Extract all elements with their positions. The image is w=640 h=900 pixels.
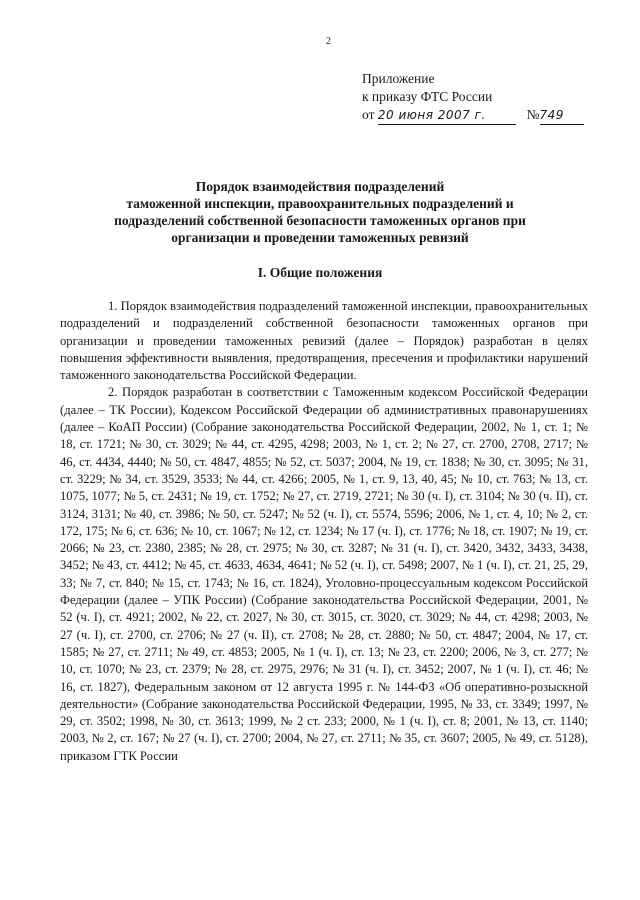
- number-prefix: №: [526, 107, 540, 122]
- paragraph-1: 1. Порядок взаимодействия подразделений таможенной инспекции, правоохранительных подразделений и подразделений собственной безопасности таможенных органов при организации и проведении таможенных ревизий (далее – Порядок) разработан в целях повышения эффективности выявления, предотвращения, пресечения и профилактики нарушений таможенного законодательства Российской Федерации.: [60, 299, 588, 383]
- appendix-order-ref: к приказу ФТС России: [362, 89, 493, 104]
- section-heading: I. Общие положения: [257, 265, 383, 280]
- date-field: [378, 106, 516, 125]
- document-body: [60, 298, 588, 765]
- page-number: 2: [326, 36, 331, 47]
- title-line-2: таможенной инспекции, правоохранительных подразделений и: [126, 196, 514, 211]
- title-line-4: организации и проведении таможенных ревизий: [171, 230, 469, 245]
- title-line-3: подразделений собственной безопасности таможенных органов при: [114, 213, 526, 228]
- appendix-block: [362, 70, 584, 125]
- number-field: [540, 106, 584, 125]
- paragraph-2: 2. Порядок разработан в соответствии с Таможенным кодексом Российской Федерации (далее – ТК России), Кодексом Российской Федерации об административных правонарушениях (далее – КоАП России) (Собрание законодательства Российской Федерации, 2002, № 1, ст. 1; № 18, ст. 1721; № 30, ст. 3029; № 44, ст. 4295, 4298; 2003, № 1, ст. 2; № 27, ст. 2700, 2708, 2717; № 46, ст. 4434, 4440; № 50, ст. 4847, 4855; № 52, ст. 5037; 2004, № 19, ст. 1838; № 30, ст. 3095; № 31, ст. 3229; № 34, ст. 3529, 3533; № 44, ст. 4266; 2005, № 1, ст. 9, 13, 40, 45; № 10, ст. 763; № 13, ст. 1075, 1077; № 5, ст. 2431; № 19, ст. 1752; № 27, ст. 2719, 2721; № 30 (ч. I), ст. 3104; № 30 (ч. II), ст. 3124, 3131; № 40, ст. 3986; № 50, ст. 5247; № 52 (ч. I), ст. 5574, 5596; 2006, № 1, ст. 4, 10; № 2, ст. 172, 175; № 6, ст. 636; № 10, ст. 1067; № 12, ст. 1234; № 17 (ч. I), ст. 1776; № 18, ст. 1907; № 19, ст. 2066; № 23, ст. 2380, 2385; № 28, ст. 2975; № 30, ст. 3287; № 31 (ч. I), ст. 3420, 3432, 3433, 3438, 3452; № 43, ст. 4412; № 45, ст. 4633, 4634, 4641; № 52 (ч. I), ст. 5498; 2007, № 1 (ч. I), ст. 21, 25, 29, 33; № 7, ст. 840; № 15, ст. 1743; № 16, ст. 1824), Уголовно-процессуальным кодексом Российской Федерации (далее – УПК России) (Собрание законодательства Российской Федерации, 2001, № 52 (ч. I), ст. 4921; 2002, № 22, ст. 2027, № 30, ст. 3015, ст. 3020, ст. 3029; № 44, ст. 4298; 2003, № 27 (ч. I), ст. 2700, ст. 2706; № 27 (ч. II), ст. 2708; № 28, ст. 2880; № 50, ст. 4847; 2004, № 17, ст. 1585; № 27, ст. 2711; № 49, ст. 4853; 2005, № 1 (ч. I), ст. 13; № 23, ст. 2200; 2006, № 3, ст. 277; № 10, ст. 1070; № 23, ст. 2379; № 28, ст. 2975, 2976; № 31 (ч. I), ст. 3452; 2007, № 1 (ч. I), ст. 46; № 16, ст. 1827), Федеральным законом от 12 августа 1995 г. № 144-ФЗ «Об оперативно-розыскной деятельности» (Собрание законодательства Российской Федерации, 1995, № 33, ст. 3349; 1997, № 29, ст. 3502; 1998, № 30, ст. 3613; 1999, № 2 ст. 233; 2000, № 1 (ч. I), ст. 8; 2001, № 13, ст. 1140; 2003, № 2, ст. 167; № 27 (ч. I), ст. 2700; 2004, № 27, ст. 2711; № 35, ст. 3607; 2005, № 49, ст. 5128), приказом ГТК России: [60, 385, 588, 763]
- document-title: [60, 178, 580, 246]
- date-value: 20 июня 2007 г.: [377, 108, 486, 122]
- title-line-1: Порядок взаимодействия подразделений: [195, 179, 445, 194]
- appendix-label: Приложение: [362, 71, 435, 86]
- appendix-date-line: [362, 106, 584, 125]
- order-number: 749: [539, 108, 564, 122]
- date-prefix: от: [362, 107, 375, 122]
